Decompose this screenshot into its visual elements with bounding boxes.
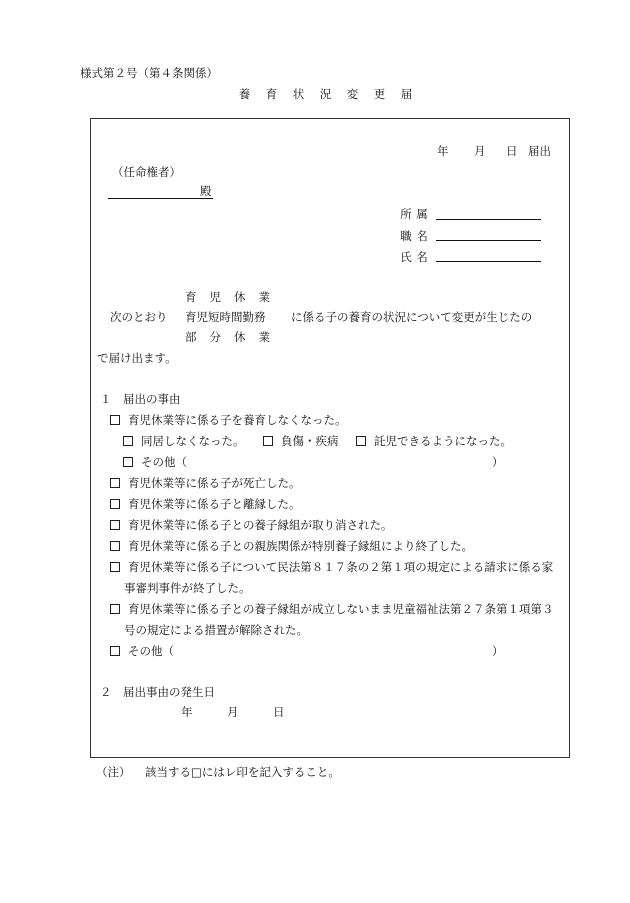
item-3-label: 育児休業等に係る子と離縁した。 — [128, 497, 301, 511]
recipient-label: （任命権者） — [112, 165, 181, 179]
form-number: 様式第２号（第４条関係） — [80, 66, 218, 80]
item-8-checkbox[interactable] — [110, 646, 120, 656]
option-short-hours: 育児短時間勤務 — [185, 310, 266, 324]
item-5 — [110, 539, 473, 553]
sub-item-other-label: その他（ — [141, 455, 187, 469]
item-7-label: 育児休業等に係る子との養子縁組が成立しないまま児童福祉法第２７条第１項第３ — [128, 602, 554, 616]
sub-item-3 — [356, 434, 512, 448]
item-4-checkbox[interactable] — [110, 520, 120, 530]
item-5-label: 育児休業等に係る子との親族関係が特別養子縁組により終了した。 — [128, 539, 473, 553]
item-4 — [110, 518, 393, 532]
sub-item-2 — [263, 434, 339, 448]
sub-item-1 — [123, 434, 245, 448]
item-4-label: 育児休業等に係る子との養子縁組が取り消された。 — [128, 518, 393, 532]
item-7-continued: 号の規定による措置が解除された。 — [124, 623, 308, 637]
sub-item-1-label: 同居しなくなった。 — [141, 434, 245, 448]
item-2-checkbox[interactable] — [110, 478, 120, 488]
recipient-honorific: 殿 — [200, 184, 212, 198]
item-1 — [110, 413, 347, 427]
item-7 — [110, 602, 554, 616]
statement-end: で届け出ます。 — [97, 351, 177, 365]
date-suffix: 届出 — [528, 144, 551, 158]
item-7-checkbox[interactable] — [110, 604, 120, 614]
item-8 — [110, 644, 174, 658]
sub-item-2-checkbox[interactable] — [263, 436, 273, 446]
sub-item-3-label: 託児できるようになった。 — [374, 434, 512, 448]
item-6 — [110, 560, 553, 574]
statement-suffix: に係る子の養育の状況について変更が生じたの — [291, 310, 533, 324]
affiliation-field[interactable] — [436, 219, 541, 220]
item-2-label: 育児休業等に係る子が死亡した。 — [128, 476, 301, 490]
item-3 — [110, 497, 301, 511]
date-day: 日 — [506, 144, 518, 158]
item-6-label: 育児休業等に係る子について民法第８１７条の２第１項の規定による請求に係る家 — [128, 560, 554, 574]
sub-item-3-checkbox[interactable] — [356, 436, 366, 446]
item-1-label: 育児休業等に係る子を養育しなくなった。 — [128, 413, 347, 427]
date-year: 年 — [437, 144, 449, 158]
occurrence-year: 年 — [181, 705, 193, 719]
affiliation-label: 所 属 — [400, 207, 428, 221]
recipient-underline[interactable] — [108, 198, 213, 199]
item-2 — [110, 476, 301, 490]
position-field[interactable] — [436, 240, 541, 241]
item-5-checkbox[interactable] — [110, 541, 120, 551]
sub-item-other-close: ） — [492, 455, 504, 469]
statement-prefix: 次のとおり — [110, 310, 168, 324]
date-month: 月 — [474, 144, 486, 158]
position-label: 職 名 — [400, 229, 428, 243]
name-label: 氏 名 — [400, 250, 428, 264]
occurrence-month: 月 — [227, 705, 239, 719]
page-title: 養 育 状 況 変 更 届 — [238, 87, 413, 101]
item-8-label: その他（ — [128, 644, 174, 658]
note-label: （注） — [96, 765, 131, 779]
sub-item-other — [123, 455, 187, 469]
option-childcare-leave: 育児休業 — [185, 290, 283, 304]
sub-item-other-checkbox[interactable] — [123, 457, 133, 467]
section2-heading: ２ 届出事由の発生日 — [100, 685, 215, 699]
occurrence-day: 日 — [273, 705, 285, 719]
item-1-checkbox[interactable] — [110, 415, 120, 425]
item-6-checkbox[interactable] — [110, 562, 120, 572]
sub-item-2-label: 負傷・疾病 — [281, 434, 339, 448]
item-6-continued: 事審判事件が終了した。 — [124, 581, 251, 595]
name-field[interactable] — [436, 261, 541, 262]
option-partial-leave: 部分休業 — [185, 330, 283, 344]
note-text: 該当する□にはレ印を記入すること。 — [145, 765, 340, 779]
sub-item-1-checkbox[interactable] — [123, 436, 133, 446]
item-8-close: ） — [492, 644, 504, 658]
item-3-checkbox[interactable] — [110, 499, 120, 509]
section1-heading: １ 届出の事由 — [100, 392, 181, 406]
